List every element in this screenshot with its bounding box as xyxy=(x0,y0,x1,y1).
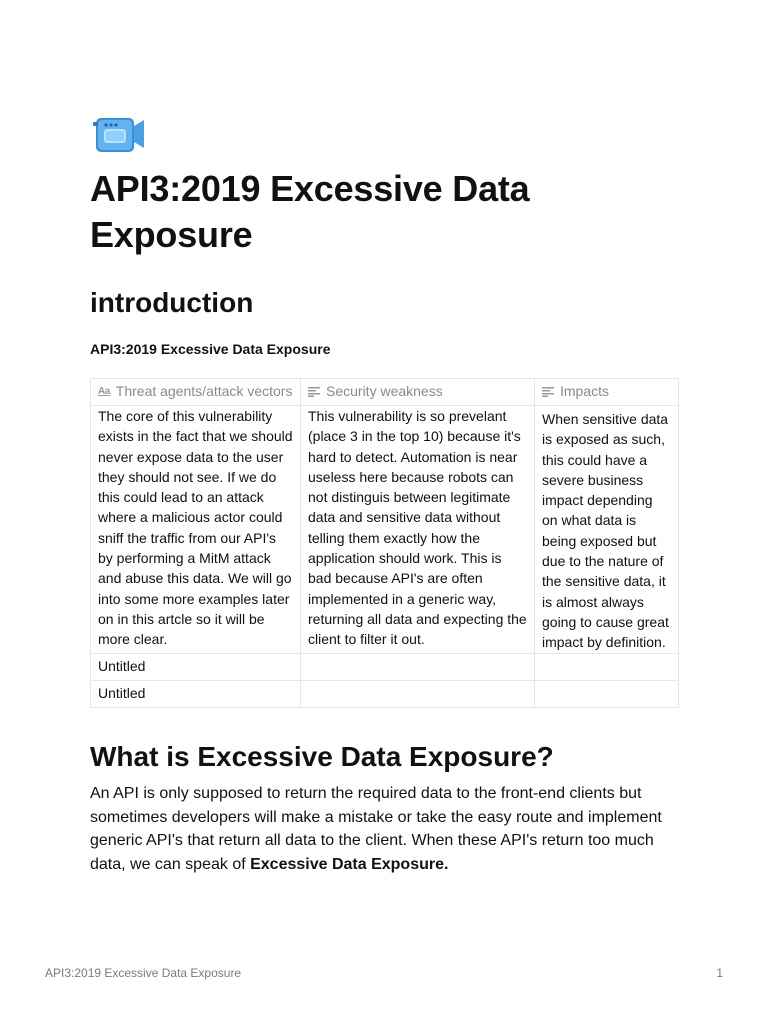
text-aa-icon: Aa xyxy=(98,386,110,398)
column-header-threat-agents[interactable]: Aa Threat agents/attack vectors xyxy=(91,379,301,406)
table-cell-security-weakness[interactable] xyxy=(301,680,535,707)
table-row xyxy=(91,653,679,680)
table-header-row xyxy=(91,379,679,406)
threat-table xyxy=(90,378,679,708)
paragraph-text: An API is only supposed to return the required data to the front-end clients but sometimes developers will make a mistake or take the easy route and implement generic API's that return all data to the client. When these API's return too much data, we can speak of xyxy=(90,785,662,873)
table-cell-impacts[interactable]: When sensitive data is exposed as such, this could have a severe business impact depending on what data is being exposed but due to the nature of the sensitive data, it is almost always going to cause great impact by definition. xyxy=(535,406,679,654)
introduction-heading: introduction xyxy=(90,287,254,318)
table-cell-impacts[interactable] xyxy=(535,653,679,680)
paragraph-bold-term: Excessive Data Exposure. xyxy=(250,855,449,873)
introduction-subheading: API3:2019 Excessive Data Exposure xyxy=(90,341,331,357)
column-header-security-weakness[interactable]: Security weakness xyxy=(301,379,535,406)
page-title: API3:2019 Excessive Data Exposure xyxy=(90,168,530,255)
table-cell-impacts[interactable] xyxy=(535,680,679,707)
section-paragraph xyxy=(90,782,680,876)
table-cell-threat-agents[interactable]: Untitled xyxy=(91,653,301,680)
table-row xyxy=(91,680,679,707)
table-cell-security-weakness[interactable] xyxy=(301,653,535,680)
column-header-impacts[interactable]: Impacts xyxy=(535,379,679,406)
table-cell-security-weakness[interactable]: This vulnerability is so prevelant (place 3 in the top 10) because it's hard to detect. Automation is near useless here because robots can not distinguis between legitimate data and sensitive data without telling them exactly how the application should work. This is bad because API's are often implemented in a generic way, returning all data and expecting the client to filter it out. xyxy=(301,406,535,654)
video-camera-icon xyxy=(92,110,146,158)
text-lines-icon xyxy=(542,382,554,402)
section-heading: What is Excessive Data Exposure? xyxy=(90,741,554,772)
table-cell-threat-agents[interactable]: The core of this vulnerability exists in the fact that we should never expose data to the user they should not see. If we do this could lead to an attack where a malicious actor could sniff the traffic from our API's by performing a MitM attack and abuse this data. We will go into some more examples later on in this artcle so it will be more clear. xyxy=(91,406,301,654)
table-cell-threat-agents[interactable]: Untitled xyxy=(91,680,301,707)
footer-document-title: API3:2019 Excessive Data Exposure xyxy=(45,966,242,980)
footer-page-number: 1 xyxy=(716,966,723,980)
text-lines-icon xyxy=(308,382,320,402)
table-row xyxy=(91,406,679,654)
